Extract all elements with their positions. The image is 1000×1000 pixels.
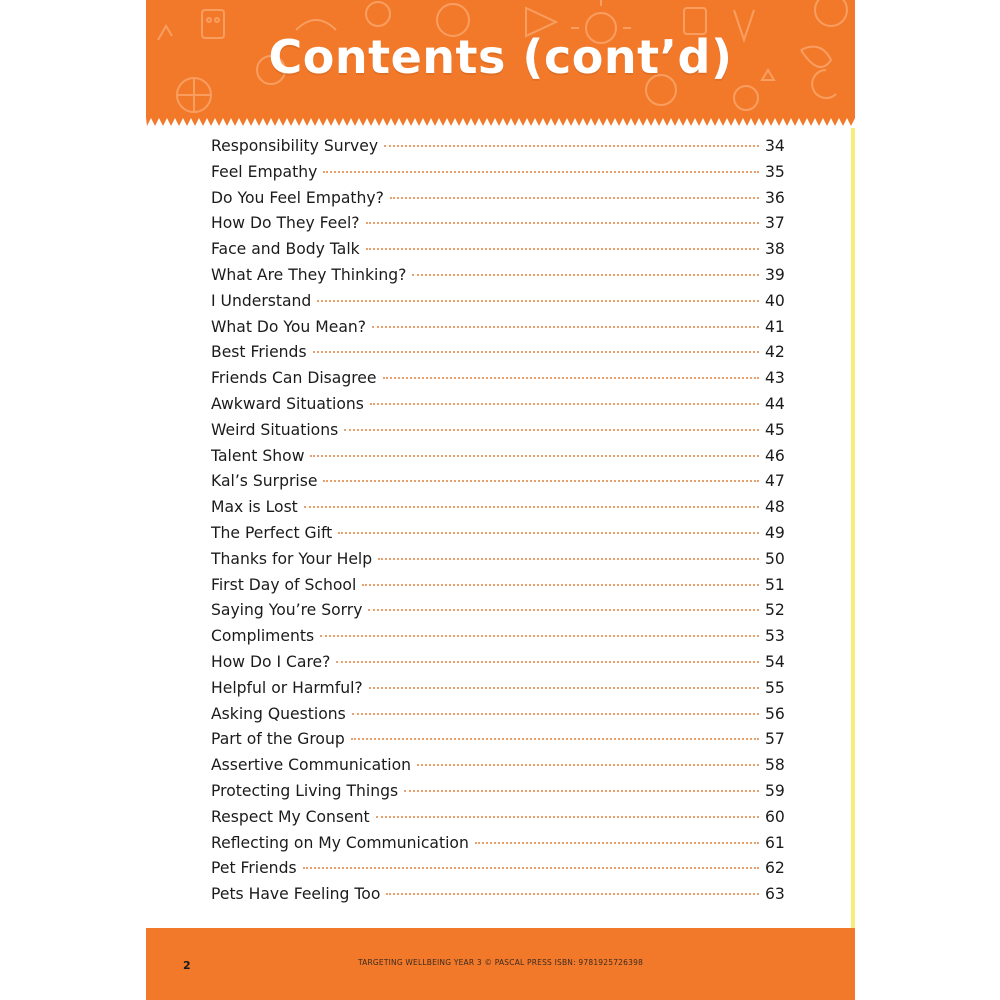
toc-entry-page-number: 48 bbox=[765, 498, 785, 517]
toc-dot-leader bbox=[404, 790, 759, 792]
toc-entry-page-number: 43 bbox=[765, 369, 785, 388]
toc-entry bbox=[211, 366, 791, 392]
toc-entry-title: How Do I Care? bbox=[211, 652, 331, 671]
toc-entry-page-number: 56 bbox=[765, 704, 785, 723]
toc-entry bbox=[211, 340, 791, 366]
toc-dot-leader bbox=[369, 687, 759, 689]
toc-entry-page-number: 42 bbox=[765, 343, 785, 362]
header-banner bbox=[146, 0, 855, 128]
toc-dot-leader bbox=[323, 171, 759, 173]
toc-entry bbox=[211, 160, 791, 186]
toc-dot-leader bbox=[417, 764, 759, 766]
toc-entry bbox=[211, 753, 791, 779]
toc-entry-title: Face and Body Talk bbox=[211, 240, 360, 259]
toc-entry-title: What Are They Thinking? bbox=[211, 265, 407, 284]
toc-entry-page-number: 46 bbox=[765, 446, 785, 465]
toc-entry-page-number: 39 bbox=[765, 265, 785, 284]
toc-dot-leader bbox=[475, 842, 759, 844]
toc-entry-title: I Understand bbox=[211, 291, 312, 310]
toc-entry-title: Friends Can Disagree bbox=[211, 369, 377, 388]
toc-entry-title: Best Friends bbox=[211, 343, 307, 362]
toc-entry bbox=[211, 237, 791, 263]
toc-entry-page-number: 38 bbox=[765, 240, 785, 259]
toc-dot-leader bbox=[386, 893, 759, 895]
page-title: Contents (cont’d) bbox=[268, 30, 733, 84]
toc-entry bbox=[211, 882, 791, 908]
toc-entry bbox=[211, 134, 791, 160]
toc-entry-page-number: 57 bbox=[765, 730, 785, 749]
toc-dot-leader bbox=[351, 738, 759, 740]
toc-entry bbox=[211, 598, 791, 624]
toc-entry bbox=[211, 289, 791, 315]
toc-entry-page-number: 50 bbox=[765, 549, 785, 568]
toc-entry-title: How Do They Feel? bbox=[211, 214, 360, 233]
toc-entry-page-number: 61 bbox=[765, 833, 785, 852]
toc-entry-page-number: 51 bbox=[765, 575, 785, 594]
toc-entry-title: Do You Feel Empathy? bbox=[211, 188, 384, 207]
toc-entry-title: Thanks for Your Help bbox=[211, 549, 373, 568]
toc-entry-title: Talent Show bbox=[211, 446, 305, 465]
toc-entry-page-number: 59 bbox=[765, 781, 785, 800]
toc-entry-page-number: 45 bbox=[765, 420, 785, 439]
toc-entry-page-number: 53 bbox=[765, 627, 785, 646]
toc-entry bbox=[211, 495, 791, 521]
toc-entry-page-number: 55 bbox=[765, 678, 785, 697]
toc-dot-leader bbox=[384, 145, 759, 147]
toc-entry bbox=[211, 521, 791, 547]
toc-entry bbox=[211, 444, 791, 470]
toc-entry-title: Reflecting on My Communication bbox=[211, 833, 469, 852]
toc-dot-leader bbox=[372, 326, 759, 328]
toc-entry bbox=[211, 702, 791, 728]
toc-dot-leader bbox=[368, 609, 759, 611]
toc-entry-page-number: 62 bbox=[765, 859, 785, 878]
toc-entry-title: Responsibility Survey bbox=[211, 137, 379, 155]
toc-dot-leader bbox=[303, 867, 759, 869]
footer-credit: TARGETING WELLBEING YEAR 3 © PASCAL PRESS ISBN: 9781925726398 bbox=[357, 958, 644, 967]
toc-entry-title: Awkward Situations bbox=[211, 394, 364, 413]
toc-dot-leader bbox=[344, 429, 759, 431]
toc-entry-title: The Perfect Gift bbox=[211, 523, 333, 542]
toc-entry-title: What Do You Mean? bbox=[211, 317, 367, 336]
toc-entry-title: Compliments bbox=[211, 627, 315, 646]
toc-entry bbox=[211, 727, 791, 753]
toc-dot-leader bbox=[313, 351, 759, 353]
toc-dot-leader bbox=[320, 635, 759, 637]
toc-entry-page-number: 34 bbox=[765, 137, 785, 155]
toc-entry bbox=[211, 676, 791, 702]
toc-entry-title: Feel Empathy bbox=[211, 162, 318, 181]
toc-dot-leader bbox=[338, 532, 759, 534]
toc-entry bbox=[211, 856, 791, 882]
toc-entry-page-number: 60 bbox=[765, 807, 785, 826]
toc-entry bbox=[211, 779, 791, 805]
toc-dot-leader bbox=[336, 661, 759, 663]
toc-entry bbox=[211, 469, 791, 495]
toc-entry-title: Assertive Communication bbox=[211, 756, 412, 775]
toc-entry bbox=[211, 547, 791, 573]
toc-dot-leader bbox=[362, 584, 759, 586]
toc-dot-leader bbox=[378, 558, 759, 560]
toc-dot-leader bbox=[370, 403, 759, 405]
toc-dot-leader bbox=[304, 506, 759, 508]
footer-bar bbox=[146, 928, 855, 1000]
toc-entry-page-number: 58 bbox=[765, 756, 785, 775]
toc-dot-leader bbox=[310, 455, 759, 457]
toc-entry-page-number: 54 bbox=[765, 652, 785, 671]
toc-entry-title: Saying You’re Sorry bbox=[211, 601, 363, 620]
toc-entry bbox=[211, 418, 791, 444]
toc-entry-page-number: 52 bbox=[765, 601, 785, 620]
toc-entry-title: Part of the Group bbox=[211, 730, 345, 749]
toc-dot-leader bbox=[383, 377, 760, 379]
toc-dot-leader bbox=[352, 713, 759, 715]
toc-entry bbox=[211, 624, 791, 650]
toc-dot-leader bbox=[323, 480, 759, 482]
toc-entry-page-number: 40 bbox=[765, 291, 785, 310]
toc-entry bbox=[211, 573, 791, 599]
toc-entry-title: Pets Have Feeling Too bbox=[211, 885, 381, 904]
toc-entry bbox=[211, 263, 791, 289]
toc-entry bbox=[211, 315, 791, 341]
toc-entry-title: Asking Questions bbox=[211, 704, 346, 723]
toc-entry-page-number: 63 bbox=[765, 885, 785, 904]
document-page bbox=[146, 0, 855, 1000]
toc-entry-page-number: 47 bbox=[765, 472, 785, 491]
toc-entry-page-number: 49 bbox=[765, 523, 785, 542]
toc-entry-title: First Day of School bbox=[211, 575, 357, 594]
toc-entry bbox=[211, 650, 791, 676]
toc-entry-title: Kal’s Surprise bbox=[211, 472, 318, 491]
toc-entry bbox=[211, 392, 791, 418]
toc-entry bbox=[211, 186, 791, 212]
toc-dot-leader bbox=[390, 197, 759, 199]
table-of-contents bbox=[211, 134, 791, 908]
toc-entry-title: Pet Friends bbox=[211, 859, 297, 878]
toc-entry-title: Protecting Living Things bbox=[211, 781, 399, 800]
toc-entry-page-number: 35 bbox=[765, 162, 785, 181]
toc-entry-page-number: 36 bbox=[765, 188, 785, 207]
toc-entry-title: Respect My Consent bbox=[211, 807, 370, 826]
toc-dot-leader bbox=[366, 222, 759, 224]
toc-entry-title: Weird Situations bbox=[211, 420, 339, 439]
toc-entry-page-number: 41 bbox=[765, 317, 785, 336]
toc-entry-page-number: 44 bbox=[765, 394, 785, 413]
page-number: 2 bbox=[183, 959, 191, 972]
toc-entry bbox=[211, 211, 791, 237]
toc-entry-title: Max is Lost bbox=[211, 498, 298, 517]
toc-entry-title: Helpful or Harmful? bbox=[211, 678, 363, 697]
toc-dot-leader bbox=[317, 300, 759, 302]
toc-entry-page-number: 37 bbox=[765, 214, 785, 233]
toc-dot-leader bbox=[412, 274, 759, 276]
page-edge-stripe bbox=[851, 128, 855, 928]
toc-dot-leader bbox=[366, 248, 759, 250]
toc-dot-leader bbox=[376, 816, 759, 818]
toc-entry bbox=[211, 831, 791, 857]
toc-entry bbox=[211, 805, 791, 831]
